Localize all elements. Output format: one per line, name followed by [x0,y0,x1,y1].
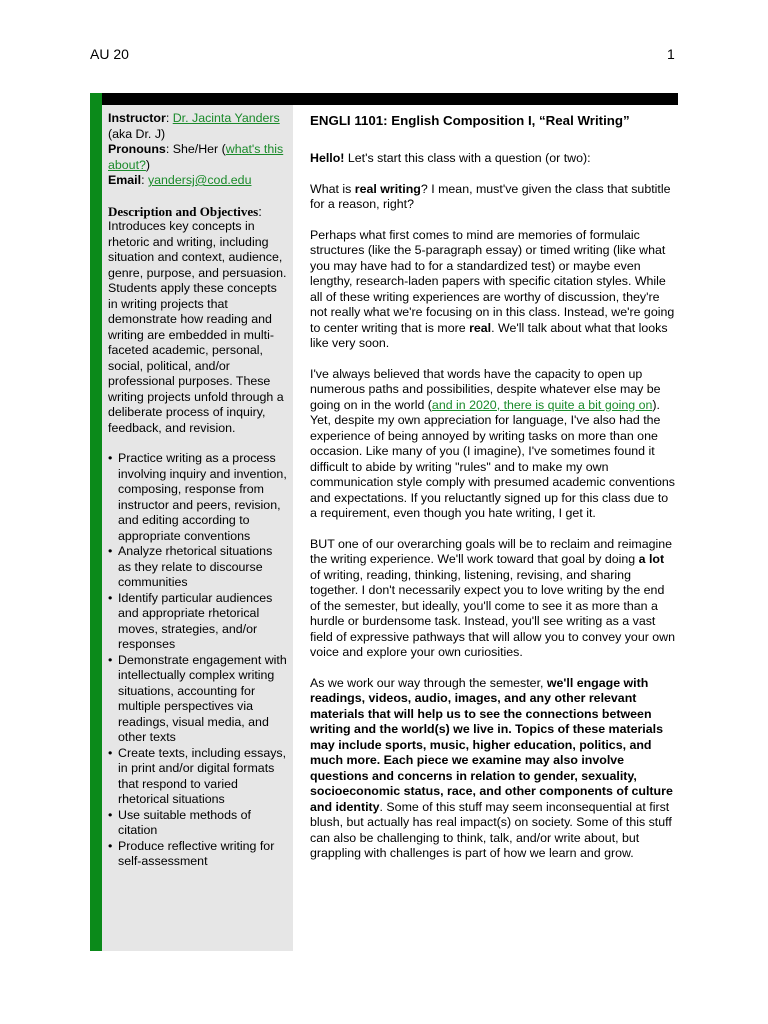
p5-a: BUT one of our overarching goals will be to reclaim and reimagine the writing experience. We'll work toward that goal by doing [310,536,673,566]
objective-item: • Analyze rhetorical situations as they relate to discourse communities [118,544,288,591]
p5-b: of writing, reading, thinking, listening, revising, and sharing together. I don't necessarily expect you to love writing by the end of the semester, but ideally, you'll come to see it as more than a hurdle or burdensome task. Instead, you'll see writing as a vast field of expressive pathways that will allow you to convey your own voice and explore your own curiosities. [310,567,676,659]
objective-item: • Demonstrate engagement with intellectually complex writing situations, accounting for multiple perspectives via readings, visual media, and other texts [118,653,288,746]
description-title-text: Description and Objectives [108,203,259,219]
email-line [108,173,288,189]
p6-bold: we'll engage with readings, videos, audio, images, and any other relevant materials that will help us to see the connections between writing and the world(s) we live in. Topics of these materials may include sports, music, higher education, politics, and much more. Each piece we examine may also involve questions and concerns in relation to gender, sexuality, socioeconomic status, race, and other components of culture and identity [310,675,673,814]
email-link[interactable]: yandersj@cod.edu [147,173,252,187]
p2-b: ? I mean, must've given the class that subtitle for a reason, right? [310,181,671,211]
objective-item: • Use suitable methods of citation [118,808,288,839]
p5-bold: a lot [638,552,665,566]
paragraph-goals [310,537,676,661]
pronouns-close: ) [145,157,151,172]
2020-link[interactable]: and in 2020, there is quite a bit going on [431,397,653,412]
email-sep: : [141,173,148,187]
p3-a: Perhaps what first comes to mind are memories of formulaic structures (like the 5-paragraph essay) or timed writing (like what you may have had to for a standardized test) or maybe even lengthy, research-laden papers with specific citation styles. While all of these writing experiences are worthy of discussion, they're not really what we're focusing on in this class. Instead, we're going to center writing that is more [310,227,675,335]
paragraph-materials [310,676,676,862]
header-course-code: AU 20 [90,46,129,62]
objective-item: • Create texts, including essays, in print and/or digital formats that respond to varied rhetorical situations [118,746,288,808]
p2-a: What is [310,181,355,196]
paragraph-formulaic [310,228,676,352]
email-label: Email [108,173,142,187]
sidebar [108,111,288,870]
objective-item: • Practice writing as a process involving inquiry and invention, composing, response from instructor and peers, revision, and editing according to appropriate conventions [118,451,288,544]
header-page-number: 1 [667,46,675,62]
objective-item: • Produce reflective writing for self-assessment [118,839,288,870]
p4-b: ). Yet, despite my own appreciation for language, I've also had the experience of being annoyed by writing tasks on more than one occasion. Like many of you (I imagine), I've sometimes found it difficult to abide by writing "rules" and to make my own communication style comply with presumed academic conventions and expectations. If you reluctantly signed up for this class due to a requirement, even though you hate writing, I get it. [310,397,675,520]
instructor-line [108,111,288,142]
instructor-aka: (aka Dr. J) [108,126,166,141]
description-text: Introduces key concepts in rhetoric and writing, including situation and context, audience, genre, purpose, and persuasion. Students apply these concepts in writing projects that demonstrate how reading and writing are embedded in multi-faceted academic, personal, social, political, and/or professional purposes. These writing projects unfold through a deliberate process of inquiry, feedback, and revision. [108,219,287,435]
instructor-sep: : [165,111,173,125]
objectives-list [108,451,288,870]
p2-bold: real writing [354,181,421,196]
description-title [108,204,288,220]
objective-item: • Identify particular audiences and appropriate rhetorical moves, strategies, and/or responses [118,591,288,653]
paragraph-words [310,367,676,522]
paragraph-real-writing [310,182,676,213]
instructor-name-link[interactable]: Dr. Jacinta Yanders [172,111,280,125]
pronouns-info-link[interactable]: what's this about? [108,142,284,172]
pronouns-value: : She/Her ( [165,142,226,156]
pronouns-line [108,142,288,173]
paragraph-hello [310,151,676,167]
hello-bold: Hello! [310,151,345,165]
p4-a: I've always believed that words have the capacity to open up numerous paths and possibilities, despite whatever else may be going on in the world ( [310,366,661,412]
p3-bold: real [469,320,492,335]
main-content [310,112,676,862]
hello-text: Let's start this class with a question (or two): [344,151,591,165]
pronouns-label: Pronouns [108,142,166,156]
top-rule [90,93,678,105]
p3-b: . We'll talk about what that looks like very soon. [310,320,668,350]
instructor-label: Instructor [108,111,166,125]
description-colon: : [258,203,262,219]
green-accent-bar [90,93,102,951]
p6-b: . Some of this stuff may seem inconsequential at first blush, but actually has real impact(s) on society. Some of this stuff can also be challenging to think, talk, and/or write about, but grappling with challenges is part of how we learn and grow. [310,799,672,860]
p6-a: As we work our way through the semester, [310,675,547,690]
course-title: ENGLI 1101: English Composition I, “Real Writing” [310,113,630,128]
